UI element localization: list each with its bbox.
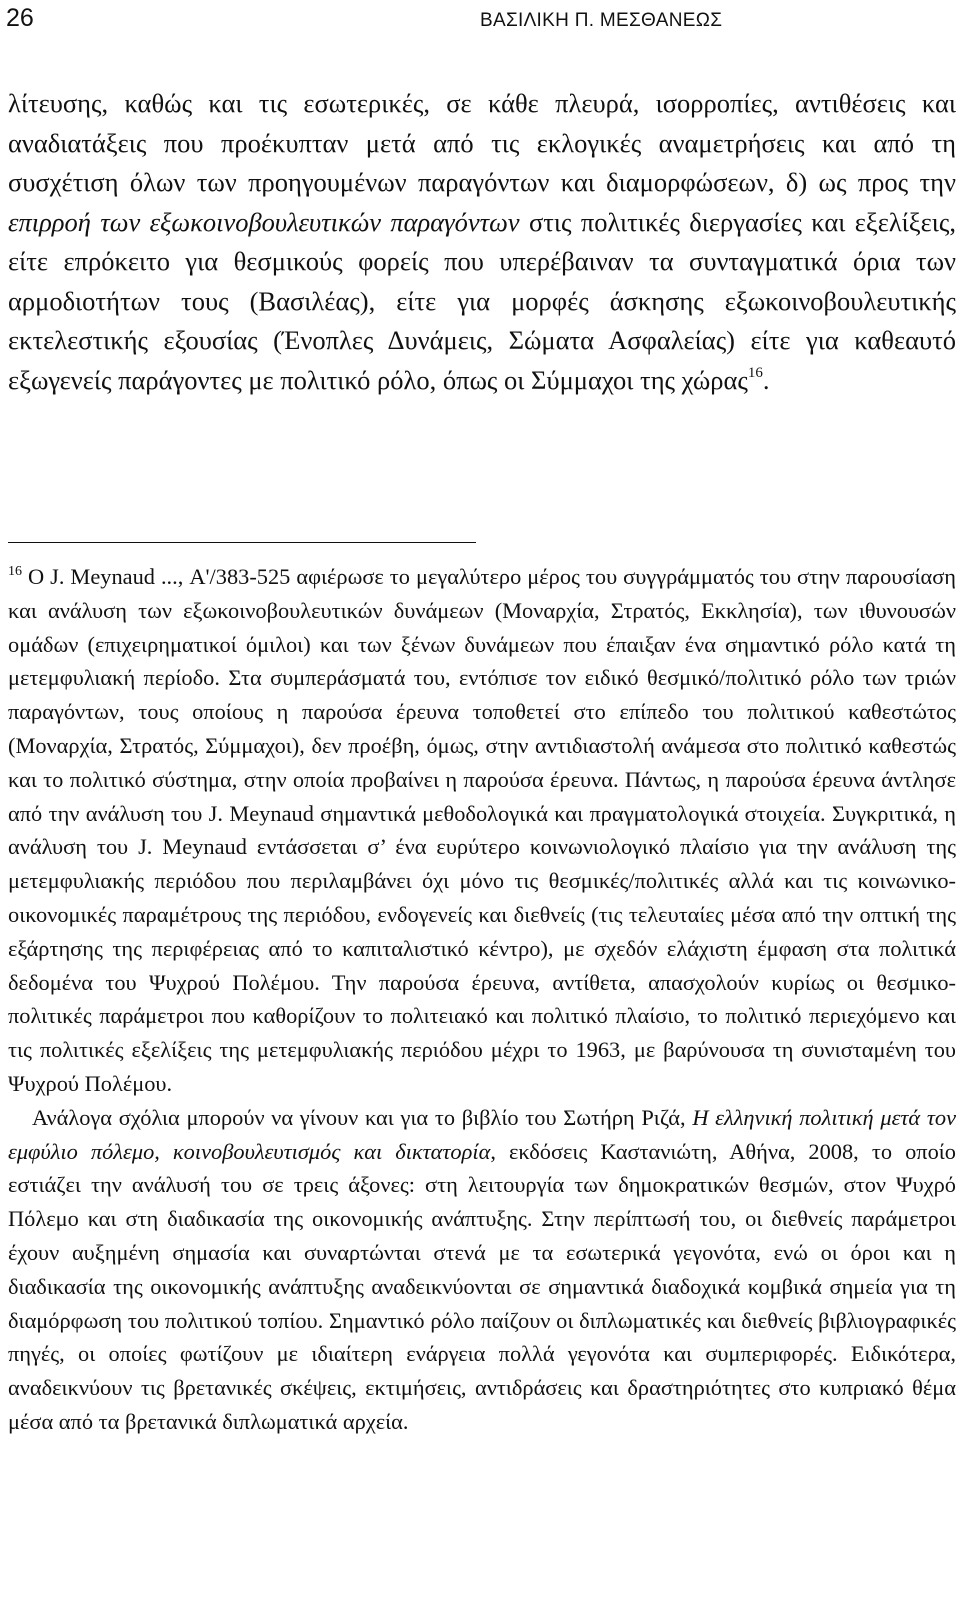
footnotes [8,560,956,1439]
main-paragraph [8,84,956,400]
running-head: ΒΑΣΙΛΙΚΗ Π. ΜΕΣΘΑΝΕΩΣ [480,10,723,31]
main-text-start: λίτευσης, καθώς και τις εσωτερικές, σε κάθε πλευρά, ισορροπίες, αντιθέσεις και αναδιατάξεις που προέκυπταν μετά από τις εκλογικές αναμετρήσεις και από τη συσχέτιση όλων των προηγουμένων παραγόντων και διαμορφώσεων, δ) ως προς την [8,88,956,197]
footnote-separator [8,542,476,543]
footnote-paragraph-2 [8,1101,956,1439]
main-text-continued: στις πολιτικές διεργασίες και εξελίξεις, είτε επρόκειτο για θεσμικούς φορείς που υπερέβαιναν τα συνταγματικά όρια των αρμοδιοτήτων τους (Βασιλέας), είτε για μορφές άσκησης εξωκοινοβουλευτικής εκτελεστικής εξουσίας (Ένοπλες Δυνάμεις, Σώματα Ασφαλείας) είτε για καθεαυτό εξωγενείς παράγοντες με πολιτικό ρόλο, όπως οι Σύμμαχοι της χώρας [8,206,956,395]
page-number: 26 [6,4,34,32]
footnote-text: O J. Meynaud ..., Α'/383-525 αφιέρωσε το μεγαλύτερο μέρος του συγγράμματός του στην παρουσίαση και ανάλυση των εξωκοινοβουλευτικών δυνάμεων (Μοναρχία, Στρατός, Εκκλησία), των ιθυνουσών ομάδων (επιχειρηματικοί όμιλοι) και των ξένων δυνάμεων που έπαιξαν ένα σημαντικό ρόλο κατά τη μετεμφυλιακή περίοδο. Στα συμπεράσματά του, εντόπισε τον ειδικό θεσμικό/πολιτικό ρόλο των τριών παραγόντων, τους οποίους η παρούσα έρευνα τοποθετεί στο επίπεδο του πολιτικού καθεστώτος (Μοναρχία, Στρατός, Σύμμαχοι), δεν προέβη, όμως, στην αντιδιαστολή ανάμεσα στο πολιτικό καθεστώς και το πολιτικό σύστημα, στην οποία προβαίνει η παρούσα έρευνα. Πάντως, η παρούσα έρευνα άντλησε από την ανάλυση του J. Meynaud σημαντικά μεθοδολογικά και πραγματολογικά στοιχεία. Συγκριτικά, η ανάλυση του J. Meynaud εντάσσεται σ’ ένα ευρύτερο κοινωνιολογικό πλαίσιο για την ανάλυση της μετεμφυλιακής περιόδου που περιλαμβάνει όχι μόνο τις θεσμικές/πολιτικές αλλά και τις κοινωνικο-οικονομικές παραμέτρους της περιόδου, ενδογενείς και διεθνείς (τις τελευταίες μέσα από την οπτική της εξάρτησης της περιφέρειας από το καπιταλιστικό κέντρο), με σχεδόν ελάχιστη έμφαση στα πολιτικά δεδομένα του Ψυχρού Πολέμου. Την παρούσα έρευνα, αντίθετα, απασχολούν κυρίως οι θεσμικο-πολιτικές παράμετροι που καθορίζουν το πολιτειακό και πολιτικό πλαίσιο, το πολιτικό περιεχόμενο και τις πολιτικές εξελίξεις της μετεμφυλιακής περιόδου μέχρι το 1963, με βαρύνουσα τη συνισταμένη του Ψυχρού Πολέμου. [8,564,956,1096]
page-header [6,4,940,40]
footnote-2-text-start: Ανάλογα σχόλια μπορούν να γίνουν και για το βιβλίο του Σωτήρη Ριζά, [32,1104,693,1130]
book-title: Η ελληνική πολιτική μετά τον εμφύλιο πόλεμο, κοινοβουλευτισμός και δικτατορία [8,1104,957,1164]
footnote-paragraph [8,560,956,1101]
main-text-end: . [762,364,770,395]
footnote-2-text-end: , εκδόσεις Καστανιώτη, Αθήνα, 2008, το οποίο εστιάζει την ανάλυσή του σε τρεις άξονες: στη λειτουργία των δημοκρατικών θεσμών, στον Ψυχρό Πόλεμο και στη διαδικασία της οικονομικής ανάπτυξης. Στην περίπτωσή του, οι διεθνείς παράμετροι έχουν αυξημένη σημασία και συναρτώνται στενά με τα εσωτερικά γεγονότα, ενώ οι όροι και η διαδικασία της οικονομικής ανάπτυξης αναδεικνύονται σε σημαντικά διαδοχικά κομβικά σημεία για τη διαμόρφωση του πολιτικού τοπίου. Σημαντικό ρόλο παίζουν οι διπλωματικές και διεθνείς βιβλιογραφικές πηγές, οι οποίες φωτίζουν με ιδιαίτερη ενάργεια πολλά γεγονότα και συμπεριφορές. Ειδικότερα, αναδεικνύουν τις βρετανικές σκέψεις, εκτιμήσεις, αντιδράσεις και δραστηριότητες στο κυπριακό θέμα μέσα από τα βρετανικά διπλωματικά αρχεία. [8,1138,956,1434]
footnote-number: 16 [8,564,22,579]
footnote-reference[interactable]: 16 [747,364,763,381]
main-text-emphasis: επιρροή των εξωκοινοβουλευτικών παραγόντων [8,206,520,237]
